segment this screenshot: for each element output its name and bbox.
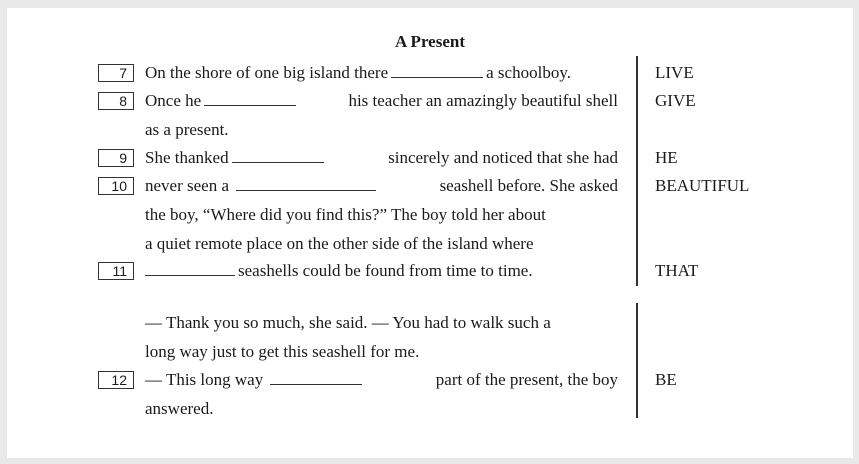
item-11-line xyxy=(145,261,618,281)
column-divider-top xyxy=(636,56,638,286)
item-9-text-after: sincerely and noticed that she had xyxy=(388,148,618,167)
item-number-12: 12 xyxy=(98,371,134,389)
item-number-11: 11 xyxy=(98,262,134,280)
item-12-continuation: answered. xyxy=(145,399,214,418)
item-number-8: 8 xyxy=(98,92,134,110)
item-11-blank[interactable] xyxy=(145,261,235,276)
item-7-text-before: On the shore of one big island there xyxy=(145,63,389,82)
item-10-text-after: seashell before. She asked xyxy=(439,176,618,195)
item-10-answer: BEAUTIFUL xyxy=(655,176,750,195)
item-10-line xyxy=(145,176,618,196)
item-12-text-before: — This long way xyxy=(145,370,264,389)
column-divider-bottom xyxy=(636,303,638,418)
item-8-line xyxy=(145,91,618,111)
item-number-10: 10 xyxy=(98,177,134,195)
item-11-text-after: seashells could be found from time to time. xyxy=(238,261,533,280)
item-7-answer: LIVE xyxy=(655,63,694,82)
item-12-text-after: part of the present, the boy xyxy=(435,370,618,389)
item-7-blank[interactable] xyxy=(391,63,483,78)
item-10-continuation-2: a quiet remote place on the other side of the island where xyxy=(145,234,534,253)
worksheet-title: A Present xyxy=(394,32,466,51)
item-12-line xyxy=(145,370,618,390)
item-12-answer: BE xyxy=(655,370,677,389)
item-12-blank[interactable] xyxy=(270,370,362,385)
item-number-9: 9 xyxy=(98,149,134,167)
item-8-text-after: his teacher an amazingly beautiful shell xyxy=(348,91,618,110)
item-9-text-before: She thanked xyxy=(145,148,229,167)
item-9-answer: HE xyxy=(655,148,678,167)
item-8-continuation: as a present. xyxy=(145,120,229,139)
item-10-continuation-1: the boy, “Where did you find this?” The boy told her about xyxy=(145,205,546,224)
worksheet-page xyxy=(7,8,853,458)
item-7-text-after: a schoolboy. xyxy=(486,63,571,82)
item-9-blank[interactable] xyxy=(232,148,324,163)
item-8-blank[interactable] xyxy=(204,91,296,106)
item-9-line xyxy=(145,148,618,168)
dialogue-line-1: — Thank you so much, she said. — You had to walk such a xyxy=(145,313,551,332)
item-8-answer: GIVE xyxy=(655,91,696,110)
item-number-7: 7 xyxy=(98,64,134,82)
item-10-blank[interactable] xyxy=(236,176,376,191)
item-10-text-before: never seen a xyxy=(145,176,230,195)
dialogue-line-2: long way just to get this seashell for me. xyxy=(145,342,420,361)
item-7-line xyxy=(145,63,618,83)
item-8-text-before: Once he xyxy=(145,91,202,110)
item-11-answer: THAT xyxy=(655,261,699,280)
